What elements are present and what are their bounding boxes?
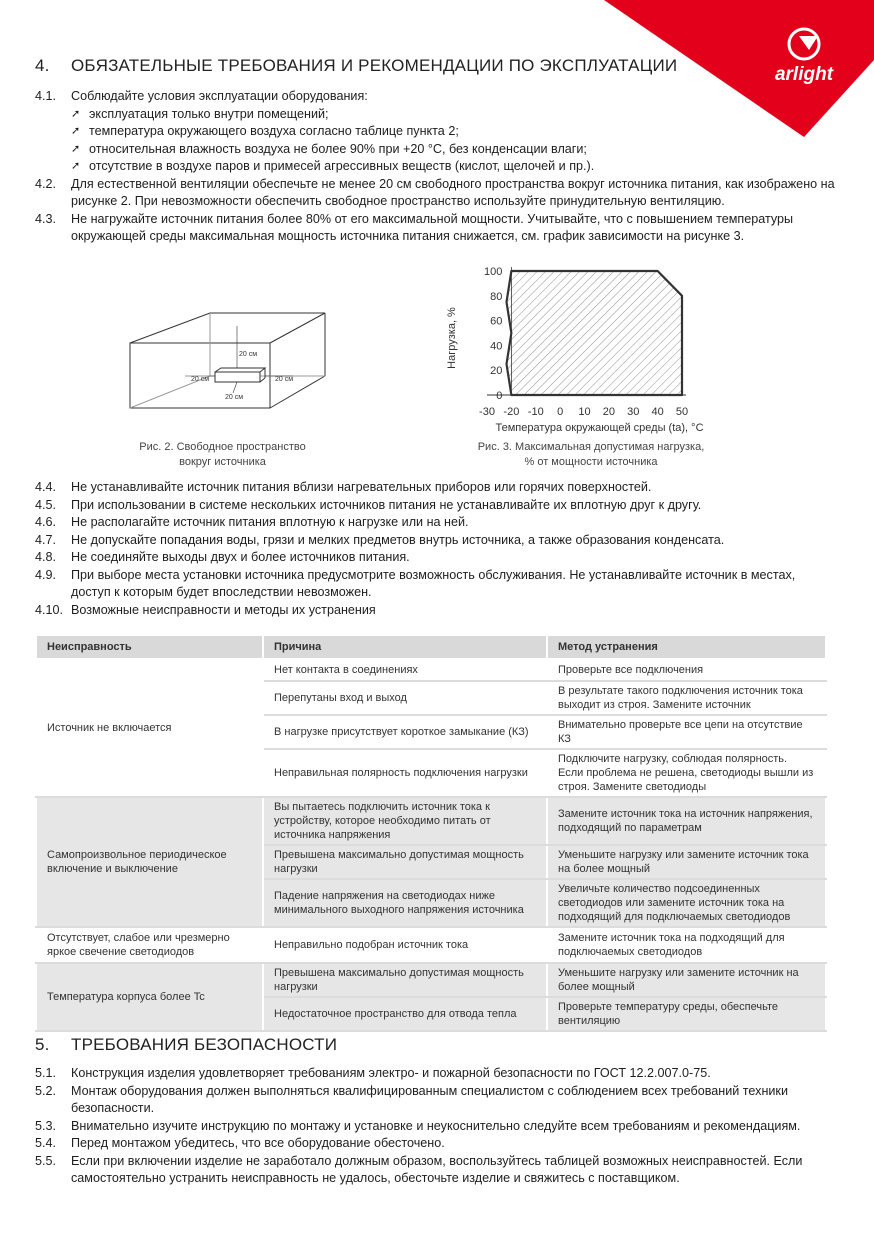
x-tick-label: 0 xyxy=(557,406,564,418)
arrow-bullet-icon: ➚ xyxy=(71,107,81,120)
fix-cell: Замените источник тока на подходящий для подключаемых светодиодов xyxy=(547,927,826,963)
item-text: Внимательно изучите инструкцию по монтажу и установке и неукоснительно следуйте всем требованиям и рекомендациям. xyxy=(71,1118,801,1133)
list-item xyxy=(35,176,835,211)
item-number: 5.1. xyxy=(35,1066,57,1080)
y-tick-label: 60 xyxy=(490,315,503,328)
item-number: 4.5. xyxy=(35,497,57,512)
fault-cell: Отсутствует, слабое или чрезмерно яркое свечение светодиодов xyxy=(36,927,263,963)
item-number: 4.3. xyxy=(35,211,57,226)
item-number: 4.6. xyxy=(35,515,57,529)
fault-cell: Самопроизвольное периодическое включение и выключение xyxy=(36,797,263,927)
item-number: 5.2. xyxy=(35,1083,57,1098)
item-text: Не соединяйте выходы двух и более источников питания. xyxy=(71,550,410,564)
item-number: 4.9. xyxy=(35,567,57,582)
y-axis-label: Нагрузка, % xyxy=(446,307,458,369)
x-tick-label: -30 xyxy=(479,406,495,418)
bullet-text: относительная влажность воздуха не более 90% при +20 °C, без конденсации влаги; xyxy=(89,141,587,156)
x-tick-label: 30 xyxy=(627,406,640,418)
fix-cell: Внимательно проверьте все цепи на отсутствие КЗ xyxy=(547,715,826,749)
list-item xyxy=(35,567,835,602)
figure2-caption: Рис. 2. Свободное пространство вокруг источника xyxy=(139,441,306,468)
item-number: 4.2. xyxy=(35,176,57,191)
x-tick-label: 10 xyxy=(578,406,591,418)
list-item xyxy=(35,479,835,497)
cause-cell: Неправильно подобран источник тока xyxy=(263,927,547,963)
y-tick-label: 100 xyxy=(484,266,503,278)
table-row xyxy=(36,659,826,681)
y-tick-label: 80 xyxy=(490,290,503,303)
troubleshooting-table xyxy=(35,634,827,1032)
item-number: 5.3. xyxy=(35,1118,57,1133)
cause-cell: Нет контакта в соединениях xyxy=(263,659,547,681)
list-item xyxy=(35,514,835,532)
item-text: При использовании в системе нескольких источников питания не устанавливайте их вплотную друг к другу. xyxy=(71,497,702,512)
fix-cell: Проверьте температуру среды, обеспечьте вентиляцию xyxy=(547,997,826,1031)
cause-cell: В нагрузке присутствует короткое замыкание (КЗ) xyxy=(263,715,547,749)
logo-text: arlight xyxy=(774,64,834,85)
fix-cell: Замените источник тока на источник напряжения, подходящий по параметрам xyxy=(547,797,826,845)
item-text: Не допускайте попадания воды, грязи и мелких предметов внутрь источника, а также образования конденсата. xyxy=(71,532,725,547)
list-item xyxy=(35,532,835,550)
cause-cell: Превышена максимально допустимая мощность нагрузки xyxy=(263,963,547,997)
cause-cell: Вы пытаетесь подключить источник тока к устройству, которое необходимо питать от источника напряжения xyxy=(263,797,547,845)
item-text: При выборе места установки источника предусмотрите возможность обслуживания. Не устанавливайте источник в местах, доступ к которым будет впоследствии невозможен. xyxy=(71,567,796,599)
load-area xyxy=(507,271,683,395)
cause-cell: Неправильная полярность подключения нагрузки xyxy=(263,749,547,797)
x-axis-label: Температура окружающей среды (ta), °C xyxy=(495,422,704,434)
fix-cell: В результате такого подключения источник тока выходит из строя. Замените источник xyxy=(547,681,826,715)
item-text: Монтаж оборудования должен выполняться квалифицированным специалистом с соблюдением всех требований техники безопасности. xyxy=(71,1083,788,1115)
table-header-fault: Неисправность xyxy=(36,635,263,659)
fix-cell: Уменьшите нагрузку или замените источник на более мощный xyxy=(547,963,826,997)
fig2-label-bottom: 20 см xyxy=(225,394,244,401)
arrow-bullet-icon: ➚ xyxy=(71,142,81,155)
fix-cell: Увеличьте количество подсоединенных светодиодов или замените источник тока на подходящий для подключаемых светодиодов xyxy=(547,879,826,927)
item-text: Конструкция изделия удовлетворяет требованиям электро- и пожарной безопасности по ГОСТ 12.2.007.0-75. xyxy=(71,1066,711,1080)
fault-cell: Источник не включается xyxy=(36,659,263,797)
section4-items-bottom xyxy=(35,479,835,619)
fix-cell: Подключите нагрузку, соблюдая полярность. Если проблема не решена, светодиоды вышли из строя. Замените светодиоды xyxy=(547,749,826,797)
item-text: Перед монтажом убедитесь, что все оборудование обесточено. xyxy=(71,1136,445,1150)
fix-cell: Уменьшите нагрузку или замените источник тока на более мощный xyxy=(547,845,826,879)
fix-cell: Проверьте все подключения xyxy=(547,659,826,681)
list-item xyxy=(35,1153,835,1188)
cause-cell: Перепутаны вход и выход xyxy=(263,681,547,715)
table-row xyxy=(36,963,826,997)
list-item xyxy=(35,1118,835,1136)
section4-heading: 4. ОБЯЗАТЕЛЬНЫЕ ТРЕБОВАНИЯ И РЕКОМЕНДАЦИИ ПО ЭКСПЛУАТАЦИИ xyxy=(35,56,678,75)
y-tick-label: 0 xyxy=(496,390,503,402)
list-item xyxy=(35,1135,835,1153)
fig2-label-left: 20 см xyxy=(191,376,210,383)
table-header-cause: Причина xyxy=(263,635,547,659)
item-number: 4.1. xyxy=(35,89,57,103)
item-text: Не располагайте источник питания вплотную к нагрузке или на ней. xyxy=(71,515,469,529)
cause-cell: Недостаточное пространство для отвода тепла xyxy=(263,997,547,1031)
x-tick-label: 20 xyxy=(602,406,615,418)
cause-cell: Превышена максимально допустимая мощность нагрузки xyxy=(263,845,547,879)
list-item xyxy=(35,549,835,567)
item-text: Не устанавливайте источник питания вблизи нагревательных приборов или горячих поверхностей. xyxy=(71,480,652,494)
item-number: 4.8. xyxy=(35,550,57,564)
y-tick-label: 40 xyxy=(490,340,503,353)
section5-heading: 5. ТРЕБОВАНИЯ БЕЗОПАСНОСТИ xyxy=(35,1035,338,1054)
arrow-bullet-icon: ➚ xyxy=(71,160,81,172)
table-row xyxy=(36,927,826,963)
arrow-bullet-icon: ➚ xyxy=(71,125,81,137)
fig2-label-top: 20 см xyxy=(239,351,258,358)
item-text: Для естественной вентиляции обеспечьте не менее 20 см свободного пространства вокруг источника питания, как изображено на рисунке 2. При невозможности обеспечить свободное пространство используйте принудительную вентиляцию. xyxy=(71,176,835,208)
figure3-caption: Рис. 3. Максимальная допустимая нагрузка, % от мощности источника xyxy=(477,441,705,468)
x-tick-label: -20 xyxy=(503,406,520,418)
x-tick-label: 40 xyxy=(651,406,664,418)
item-number: 4.4. xyxy=(35,480,57,494)
x-tick-label: -10 xyxy=(527,406,544,418)
table-header-fix: Метод устранения xyxy=(547,635,826,659)
list-item xyxy=(35,211,835,246)
fault-cell: Температура корпуса более Tc xyxy=(36,963,263,1031)
item-number: 4.10. xyxy=(35,602,64,617)
list-item xyxy=(35,497,835,515)
y-tick-label: 20 xyxy=(490,365,503,378)
section4-items-top xyxy=(35,88,835,246)
item-number: 5.5. xyxy=(35,1153,57,1168)
table-row xyxy=(36,797,826,845)
bullet-text: отсутствие в воздухе паров и примесей агрессивных веществ (кислот, щелочей и пр.). xyxy=(89,159,595,173)
bullet-text: температура окружающего воздуха согласно таблице пункта 2; xyxy=(89,124,459,138)
x-tick-label: 50 xyxy=(675,406,689,418)
bullet-item xyxy=(35,106,835,124)
list-item xyxy=(35,602,835,620)
fig2-label-right: 20 см xyxy=(275,376,294,383)
section5-items xyxy=(35,1065,835,1188)
bullet-item xyxy=(35,141,835,159)
bullet-text: эксплуатация только внутри помещений; xyxy=(89,106,329,121)
cause-cell: Падение напряжения на светодиодах ниже минимального выходного напряжения источника xyxy=(263,879,547,927)
figure3-load-chart xyxy=(440,258,710,438)
item-number: 5.4. xyxy=(35,1136,57,1150)
list-item xyxy=(35,88,835,106)
item-text: Не нагружайте источник питания более 80% от его максимальной мощности. Учитывайте, что с повышением температуры окружающей среды максимальная мощность источника питания снижается, см. график зависимости на рисунке 3. xyxy=(71,211,794,243)
item-text: Соблюдайте условия эксплуатации оборудования: xyxy=(71,89,368,103)
figure2-box-diagram xyxy=(125,308,335,413)
bullet-item xyxy=(35,158,835,176)
item-number: 4.7. xyxy=(35,532,57,547)
list-item xyxy=(35,1065,835,1083)
item-text: Возможные неисправности и методы их устранения xyxy=(71,602,376,617)
item-text: Если при включении изделие не заработало должным образом, воспользуйтесь таблицей возможных неисправностей. Если самостоятельно устранить неисправность не удалось, обесточьте изделие и свяжитесь с поставщиком. xyxy=(71,1153,803,1185)
bullet-item xyxy=(35,123,835,141)
list-item xyxy=(35,1083,835,1118)
